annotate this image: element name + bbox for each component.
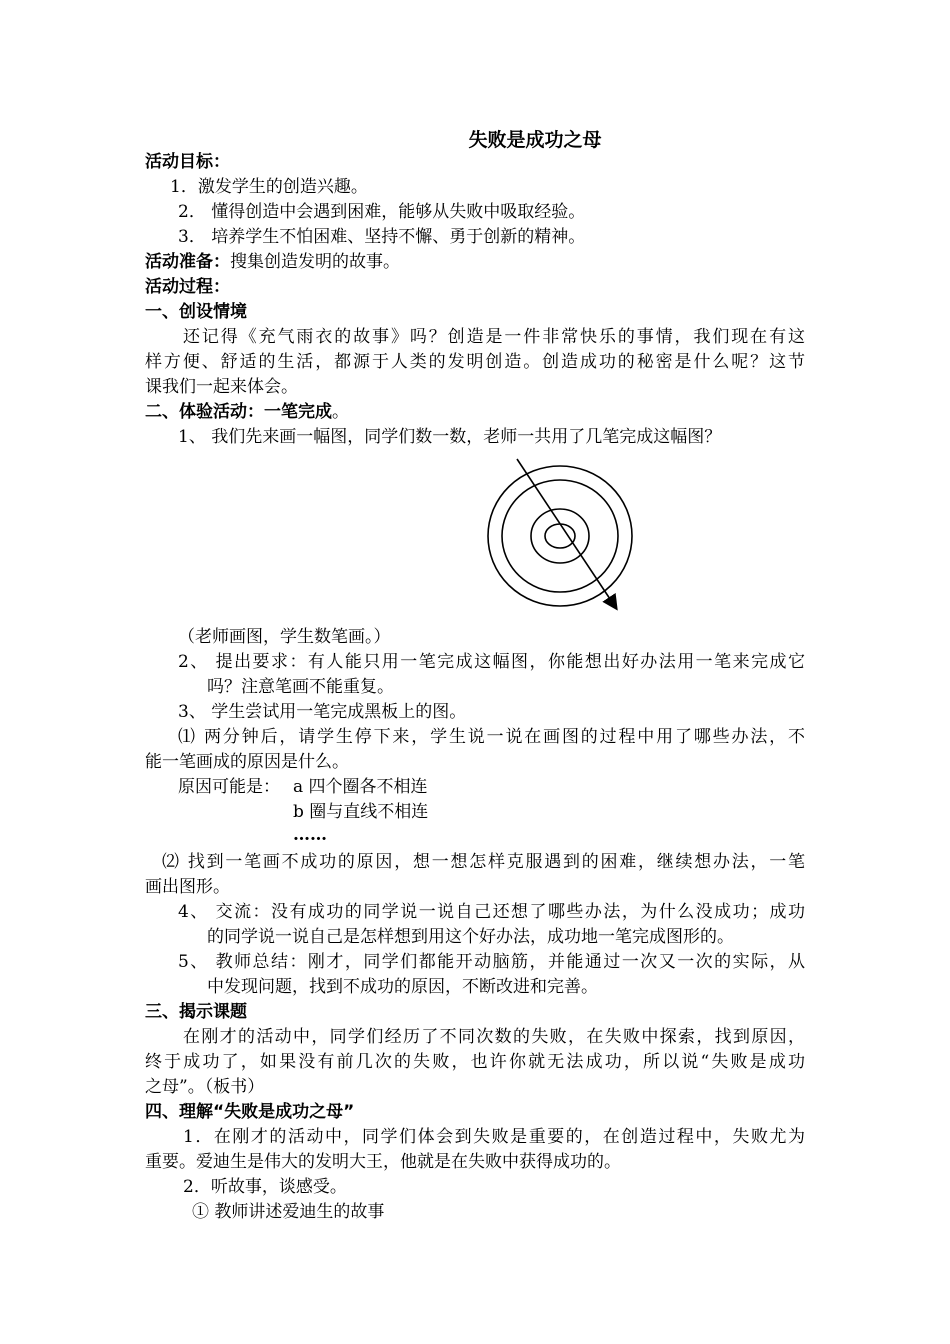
sub-item-2-line-2: 画出图形。 bbox=[145, 877, 230, 897]
prep-label: 活动准备： bbox=[145, 252, 230, 272]
section-3-line-1: 在刚才的活动中，同学们经历了不同次数的失败，在失败中探索，找到原因， bbox=[183, 1027, 805, 1047]
section-4-line-2: 重要。爱迪生是伟大的发明大王，他就是在失败中获得成功的。 bbox=[145, 1152, 621, 1172]
prep-text: 搜集创造发明的故事。 bbox=[230, 252, 400, 272]
step-2-line-2: 吗？注意笔画不能重复。 bbox=[207, 677, 394, 697]
reason-ellipsis: …… bbox=[293, 825, 327, 845]
section-4-item-2: 2．听故事，谈感受。 bbox=[183, 1177, 347, 1197]
section-3-heading: 三、揭示课题 bbox=[145, 1002, 247, 1022]
section-3-line-2: 终于成功了，如果没有前几次的失败，也许你就无法成功，所以说“失败是成功 bbox=[145, 1052, 805, 1072]
section-2-heading: 二、体验活动：一笔完成 bbox=[145, 402, 332, 422]
step-5-line-1: 5、 教师总结：刚才，同学们都能开动脑筋，并能通过一次又一次的实际，从 bbox=[178, 952, 805, 972]
section-1-line-3: 课我们一起来体会。 bbox=[145, 377, 298, 397]
section-2-heading-line bbox=[145, 400, 349, 424]
step-4-line-1: 4、 交流：没有成功的同学说一说自己还想了哪些办法，为什么没成功；成功 bbox=[178, 902, 805, 922]
goals-heading: 活动目标： bbox=[145, 152, 230, 172]
section-1-heading: 一、创设情境 bbox=[145, 302, 247, 322]
reason-label: 原因可能是： bbox=[178, 777, 280, 797]
prep-line bbox=[145, 250, 400, 274]
goal-item-2: 2． 懂得创造中会遇到困难，能够从失败中吸取经验。 bbox=[178, 202, 586, 222]
section-1-line-1: 还记得《充气雨衣的故事》吗？创造是一件非常快乐的事情，我们现在有这 bbox=[183, 327, 805, 347]
goal-item-3: 3． 培养学生不怕困难、坚持不懈、勇于创新的精神。 bbox=[178, 227, 586, 247]
figure-caption: （老师画图，学生数笔画。） bbox=[178, 627, 391, 647]
outer-circle bbox=[488, 466, 632, 606]
reason-b: b 圈与直线不相连 bbox=[293, 802, 429, 822]
one-stroke-figure bbox=[470, 450, 650, 620]
section-4-heading: 四、理解“失败是成功之母” bbox=[145, 1102, 355, 1122]
section-3-line-3: 之母”。（板书） bbox=[145, 1077, 265, 1097]
center-oval bbox=[545, 524, 575, 548]
document-title: 失败是成功之母 bbox=[468, 129, 602, 151]
section-4-item-2a: ① 教师讲述爱迪生的故事 bbox=[192, 1202, 385, 1222]
section-1-line-2: 样方便、舒适的生活，都源于人类的发明创造。创造成功的秘密是什么呢？这节 bbox=[145, 352, 805, 372]
process-heading: 活动过程： bbox=[145, 277, 230, 297]
step-1: 1、 我们先来画一幅图，同学们数一数，老师一共用了几笔完成这幅图？ bbox=[178, 427, 722, 447]
sub-item-2-line-1: ⑵ 找到一笔画不成功的原因，想一想怎样克服遇到的困难，继续想办法，一笔 bbox=[162, 852, 805, 872]
step-4-line-2: 的同学说一说自己是怎样想到用这个好办法，成功地一笔完成图形的。 bbox=[207, 927, 734, 947]
middle-circle bbox=[502, 480, 618, 592]
step-3: 3、 学生尝试用一笔完成黑板上的图。 bbox=[178, 702, 467, 722]
sub-item-1-line-1: ⑴ 两分钟后，请学生停下来，学生说一说在画图的过程中用了哪些办法，不 bbox=[178, 727, 805, 747]
sub-item-1-line-2: 能一笔画成的原因是什么。 bbox=[145, 752, 349, 772]
section-2-heading-end: 。 bbox=[332, 402, 349, 422]
step-5-line-2: 中发现问题，找到不成功的原因，不断改进和完善。 bbox=[207, 977, 598, 997]
reason-a: a 四个圈各不相连 bbox=[293, 777, 428, 797]
step-2-line-1: 2、 提出要求：有人能只用一笔完成这幅图，你能想出好办法用一笔来完成它 bbox=[178, 652, 805, 672]
goal-item-1: 1．激发学生的创造兴趣。 bbox=[170, 177, 368, 197]
section-4-line-1: 1．在刚才的活动中，同学们体会到失败是重要的，在创造过程中，失败尤为 bbox=[183, 1127, 805, 1147]
